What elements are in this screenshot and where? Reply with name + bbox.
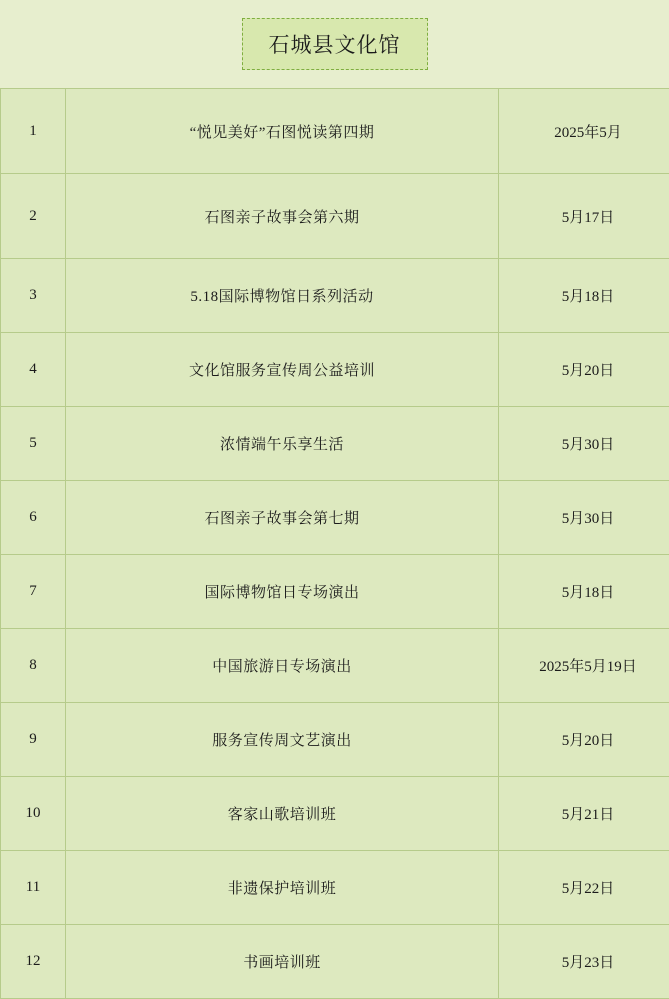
row-date: 5月23日 — [499, 925, 669, 999]
row-date: 5月18日 — [499, 259, 669, 333]
row-index: 7 — [1, 555, 66, 629]
table-row — [1, 703, 669, 777]
row-name: 非遗保护培训班 — [66, 851, 499, 925]
table-row — [1, 174, 669, 259]
row-date: 5月21日 — [499, 777, 669, 851]
row-date: 5月22日 — [499, 851, 669, 925]
table-row — [1, 925, 669, 999]
page-title: 石城县文化馆 — [242, 18, 428, 70]
table-row — [1, 629, 669, 703]
row-name: 国际博物馆日专场演出 — [66, 555, 499, 629]
table-row — [1, 851, 669, 925]
table-row — [1, 481, 669, 555]
row-date: 5月18日 — [499, 555, 669, 629]
row-index: 8 — [1, 629, 66, 703]
row-index: 11 — [1, 851, 66, 925]
row-date: 5月30日 — [499, 407, 669, 481]
row-name: 中国旅游日专场演出 — [66, 629, 499, 703]
row-index: 6 — [1, 481, 66, 555]
row-name: 5.18国际博物馆日系列活动 — [66, 259, 499, 333]
row-name: “悦见美好”石图悦读第四期 — [66, 89, 499, 174]
row-index: 5 — [1, 407, 66, 481]
row-date: 5月17日 — [499, 174, 669, 259]
table-row — [1, 777, 669, 851]
title-area — [0, 0, 669, 88]
row-index: 10 — [1, 777, 66, 851]
row-name: 文化馆服务宣传周公益培训 — [66, 333, 499, 407]
table-body — [1, 89, 669, 999]
activity-schedule-table — [0, 88, 669, 999]
row-date: 5月30日 — [499, 481, 669, 555]
table-row — [1, 259, 669, 333]
row-index: 9 — [1, 703, 66, 777]
row-date: 2025年5月19日 — [499, 629, 669, 703]
row-index: 3 — [1, 259, 66, 333]
row-name: 石图亲子故事会第七期 — [66, 481, 499, 555]
row-date: 2025年5月 — [499, 89, 669, 174]
row-name: 服务宣传周文艺演出 — [66, 703, 499, 777]
table-row — [1, 89, 669, 174]
table-row — [1, 555, 669, 629]
row-name: 浓情端午乐享生活 — [66, 407, 499, 481]
table-row — [1, 407, 669, 481]
row-name: 书画培训班 — [66, 925, 499, 999]
row-date: 5月20日 — [499, 333, 669, 407]
row-index: 12 — [1, 925, 66, 999]
row-date: 5月20日 — [499, 703, 669, 777]
row-index: 2 — [1, 174, 66, 259]
row-index: 1 — [1, 89, 66, 174]
row-index: 4 — [1, 333, 66, 407]
row-name: 客家山歌培训班 — [66, 777, 499, 851]
row-name: 石图亲子故事会第六期 — [66, 174, 499, 259]
table-row — [1, 333, 669, 407]
